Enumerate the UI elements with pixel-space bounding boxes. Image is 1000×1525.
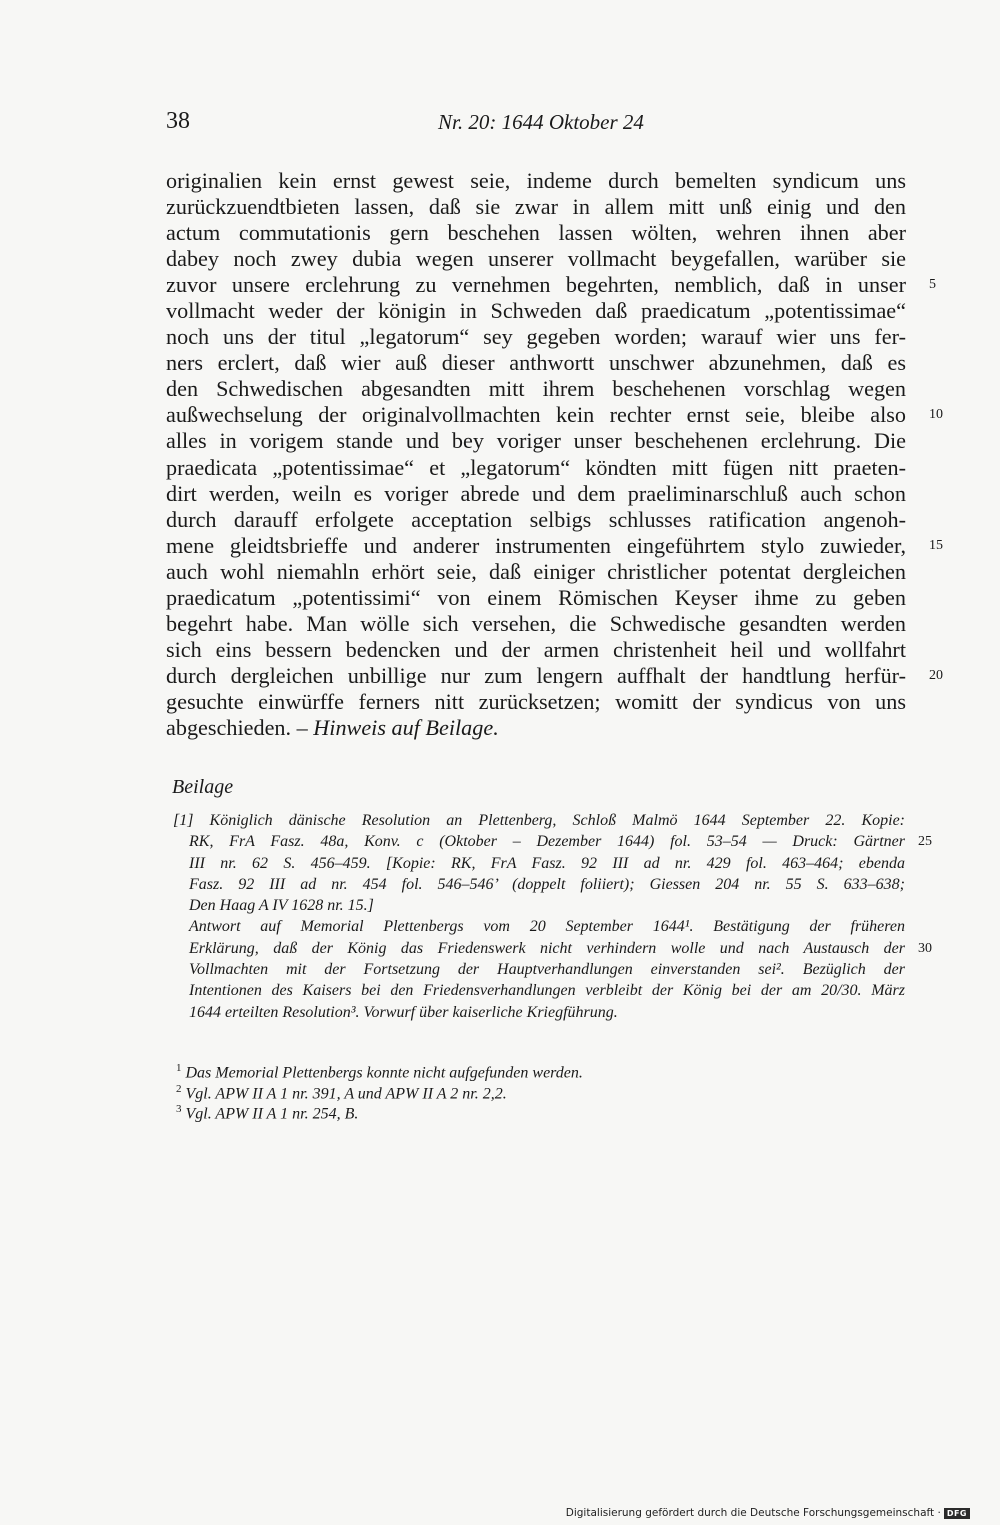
footer-credit [566, 1507, 970, 1519]
beilage-line-content: 1644 erteilten Resolution³. Vorwurf über kaiserliche Kriegführung. [189, 1003, 618, 1021]
beilage-line-content: Intentionen des Kaisers bei den Friedensverhandlungen verbleibt der König bei der am 20/30. März [189, 982, 905, 1000]
text-line-content: praedicatum „potentissimi“ von einem Römischen Keyser ihme zu geben [166, 584, 906, 610]
text-line [166, 350, 906, 376]
line-number: 5 [929, 277, 936, 293]
text-line [166, 585, 906, 611]
text-line [166, 298, 906, 324]
beilage-line [173, 810, 905, 831]
text-line [166, 324, 906, 350]
text-line [166, 455, 906, 481]
text-line [166, 376, 906, 402]
text-line-content: dirt werden, weiln es voriger abrede und dem praeliminarschluß auch schon [166, 480, 906, 506]
line-number: 10 [929, 407, 943, 423]
beilage-line-content: Den Haag A IV 1628 nr. 15.] [189, 897, 374, 915]
footnotes [176, 1058, 776, 1123]
footnote [176, 1058, 776, 1082]
footnote [176, 1079, 776, 1100]
text-line [166, 507, 906, 533]
running-head: Nr. 20: 1644 Oktober 24 [438, 110, 644, 134]
text-line-content: vollmacht weder der königin in Schweden daß praedicatum „potentissimae“ [166, 298, 906, 324]
footnote-mark: 1 [176, 1062, 182, 1074]
beilage-block [173, 810, 932, 1023]
text-line-content: zuvor unsere erclehrung zu vernehmen begehrten, nemblich, daß in unser [166, 272, 906, 298]
text-line-content: actum commutationis gern beschehen lassen wölten, wehren ihnen aber [166, 220, 906, 246]
text-line-content [166, 715, 906, 741]
text-line-content: den Schwedischen abgesandten mitt ihrem beschehenen vorschlag wegen [166, 376, 906, 402]
text-line [166, 559, 906, 585]
beilage-line [173, 895, 905, 916]
beilage-heading: Beilage [172, 776, 234, 798]
line-number: 20 [929, 667, 943, 683]
beilage-line-content: Fasz. 92 III ad nr. 454 fol. 546–546’ (doppelt foliiert); Giessen 204 nr. 55 S. 633–638; [189, 875, 905, 893]
text-line-content: zurückzuendtbieten lassen, daß sie zwar in allem mitt unß einig und den [166, 194, 906, 220]
text-line [166, 481, 906, 507]
footnote-mark: 2 [176, 1082, 182, 1095]
text-line-content: ners erclert, daß wier auß dieser anthwortt unschwer abzunehmen, daß es [166, 350, 906, 376]
text-line-content: begehrt habe. Man wölle sich versehen, die Schwedische gesandten werden [166, 610, 906, 636]
beilage-line [173, 959, 905, 980]
text-line-content: gesuchte einwürffe ferners nitt zurücksetzen; womitt der syndicus von uns [166, 688, 906, 714]
text-line-last [166, 715, 906, 741]
beilage-line-content: [1] Königlich dänische Resolution an Plettenberg, Schloß Malmö 1644 September 22. Kopie: [173, 812, 905, 829]
text-line-content: außwechselung der originalvollmachten kein rechter ernst seie, bleibe also [166, 402, 906, 428]
credit-text: Digitalisierung gefördert durch die Deutsche Forschungsgemeinschaft · [565, 1507, 941, 1519]
text-line [166, 611, 906, 637]
text-line [166, 637, 906, 663]
text-line-content: sich eins bessern bedencken und der armen christenheit heil und wollfahrt [166, 636, 906, 662]
beilage-line [173, 980, 905, 1001]
beilage-line-content: Antwort auf Memorial Plettenbergs vom 20 September 1644¹. Bestätigung der früheren [189, 918, 905, 936]
text-line-content: durch dergleichen unbillige nur zum lengern auffhalt der handtlung herfür- [166, 662, 906, 688]
text-line [166, 662, 943, 689]
text-line-content: originalien kein ernst gewest seie, indeme durch bemelten syndicum uns [166, 168, 906, 193]
beilage-line-content: RK, FrA Fasz. 48a, Konv. c (Oktober – Dezember 1644) fol. 53–54 — Druck: Gärtner [189, 833, 905, 851]
text-line-content: noch uns der titul „legatorum“ sey gegeben worden; warauf wier uns fer- [166, 324, 906, 350]
footnote-text: Vgl. APW II A 1 nr. 391, A und APW II A 2 nr. 2,2. [185, 1084, 507, 1102]
beilage-line [173, 916, 905, 937]
text-line [166, 246, 906, 272]
beilage-line-content: Erklärung, daß der König das Friedenswerk nicht verhindern wolle und nach Austausch der [189, 939, 905, 957]
text-line [166, 194, 906, 220]
text-line [166, 402, 943, 428]
beilage-line [173, 938, 932, 959]
text-line [166, 428, 906, 454]
text-line [166, 532, 943, 559]
beilage-line-content: Vollmachten mit der Fortsetzung der Hauptverhandlungen einverstanden sei². Bezüglich der [189, 961, 905, 979]
text-line [166, 272, 936, 298]
main-text [166, 168, 943, 741]
beilage-line [173, 853, 905, 874]
beilage-line-content: III nr. 62 S. 456–459. [Kopie: RK, FrA Fasz. 92 III ad nr. 429 fol. 463–464; ebenda [189, 854, 905, 872]
footnote-text: Vgl. APW II A 1 nr. 254, B. [185, 1105, 359, 1123]
footnote-mark: 3 [176, 1103, 182, 1115]
text-line [166, 168, 906, 194]
footnote-text: Das Memorial Plettenbergs konnte nicht aufgefunden werden. [185, 1064, 583, 1082]
text-plain: abgeschieden. – [166, 714, 314, 740]
beilage-line [173, 1002, 905, 1023]
dfg-logo: DFG [944, 1508, 970, 1519]
footnote [176, 1099, 776, 1123]
text-line-content: auch wohl niemahln erhört seie, daß einiger christlicher potentat dergleichen [166, 558, 906, 584]
text-line-content: alles in vorigem stande und bey voriger unser beschehenen erclehrung. Die [166, 428, 906, 454]
text-line-content: mene gleidtsbrieffe und anderer instrumenten eingeführtem stylo zuwieder, [166, 532, 906, 558]
line-number: 25 [918, 834, 932, 850]
text-line [166, 689, 906, 715]
line-number: 15 [929, 537, 943, 553]
beilage-line [173, 874, 905, 895]
text-line [166, 220, 906, 246]
text-line-content: praedicata „potentissimae“ et „legatorum“ köndten mitt fügen nitt praeten- [166, 454, 906, 480]
text-line-content: durch darauff erfolgete acceptation selbigs schlusses ratification angenoh- [166, 506, 906, 532]
text-italic: Hinweis auf Beilage. [313, 714, 499, 740]
text-line-content: dabey noch zwey dubia wegen unserer vollmacht beygefallen, warüber sie [166, 246, 906, 272]
page-number: 38 [166, 108, 190, 134]
beilage-line [173, 831, 932, 852]
line-number: 30 [918, 940, 932, 956]
